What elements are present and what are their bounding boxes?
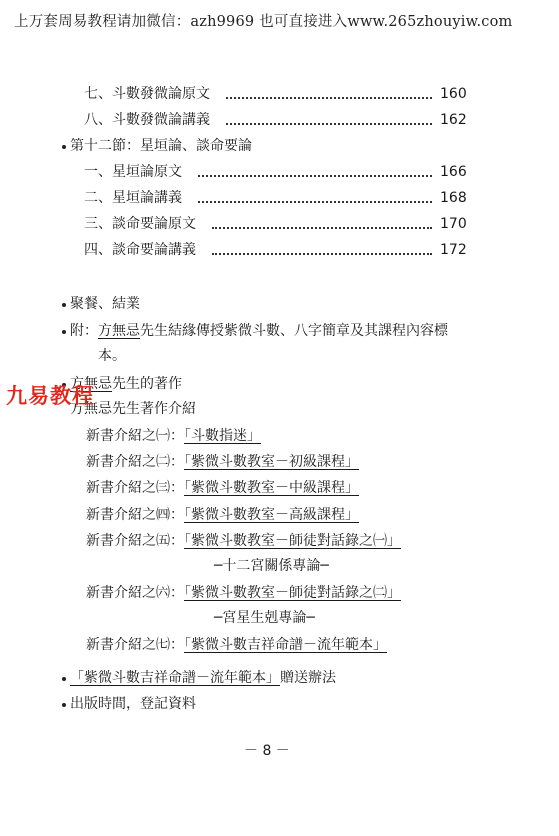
appendix-line2: 本。 [98, 348, 126, 364]
toc-page-s12-4: 172 [440, 242, 467, 258]
appendix-prefix: 附： [70, 323, 98, 339]
toc-leader-dots [212, 253, 432, 255]
book-item-6: 新書介紹之㈥：「紫微斗數教室－師徒對話錄之㈡」 [86, 585, 401, 601]
bullet-dot [62, 330, 66, 334]
toc-entry-7: 七、斗數發微論原文 [84, 86, 210, 102]
item-appendix [70, 322, 448, 340]
bullet-dot [62, 303, 66, 307]
toc-leader-dots [198, 175, 432, 177]
toc-entry-s12-2: 二、星垣論講義 [84, 190, 182, 206]
book-item-2: 新書介紹之㈡：「紫微斗數教室－初級課程」 [86, 454, 359, 470]
toc-entry-8: 八、斗數發微論講義 [84, 112, 210, 128]
toc-leader-dots [212, 227, 432, 229]
toc-page-8: 162 [440, 112, 467, 128]
toc-entry-s12-4: 四、談命要論講義 [84, 242, 196, 258]
toc-leader-dots [226, 97, 432, 99]
book-item-6-subtitle: ─宮星生剋專論─ [214, 610, 315, 626]
item-end-of-course: 聚餐、結業 [70, 296, 140, 312]
header-banner: 上万套周易教程请加微信：azh9969 也可直接进入www.265zhouyiw.com [14, 14, 513, 30]
watermark-logo: 九易教程 [6, 384, 94, 408]
book-item-7: 新書介紹之㈦：「紫微斗數吉祥命譜－流年範本」 [86, 637, 387, 653]
section-12-title: 第十二節：星垣論、談命要論 [70, 138, 252, 154]
book-item-1: 新書介紹之㈠：「斗數指迷」 [86, 428, 261, 444]
toc-page-7: 160 [440, 86, 467, 102]
toc-page-s12-2: 168 [440, 190, 467, 206]
works-text: 先生的著作 [112, 376, 182, 392]
book-item-5-subtitle: ─十二宮關係專論─ [214, 558, 329, 574]
bullet-dot [62, 145, 66, 149]
book-item-4: 新書介紹之㈣：「紫微斗數教室－高級課程」 [86, 507, 359, 523]
author-name: 方無忌 [98, 323, 140, 339]
toc-page-s12-3: 170 [440, 216, 467, 232]
appendix-text: 先生結緣傳授紫微斗數、八字簡章及其課程內容標 [140, 323, 448, 339]
item-gift: 「紫微斗數吉祥命譜－流年範本」贈送辦法 [70, 670, 336, 686]
bullet-dot [62, 703, 66, 707]
page-number: － 8 － [244, 743, 290, 759]
intro-title: 方無忌先生著作介紹 [70, 401, 196, 417]
toc-leader-dots [226, 123, 432, 125]
toc-entry-s12-1: 一、星垣論原文 [84, 164, 182, 180]
bullet-dot [62, 677, 66, 681]
book-item-5: 新書介紹之㈤：「紫微斗數教室－師徒對話錄之㈠」 [86, 533, 401, 549]
book-item-3: 新書介紹之㈢：「紫微斗數教室－中級課程」 [86, 480, 359, 496]
author-name: 方無忌 [70, 376, 112, 392]
toc-page-s12-1: 166 [440, 164, 467, 180]
item-publish-info: 出版時間，登記資料 [70, 696, 196, 712]
toc-leader-dots [198, 201, 432, 203]
toc-entry-s12-3: 三、談命要論原文 [84, 216, 196, 232]
